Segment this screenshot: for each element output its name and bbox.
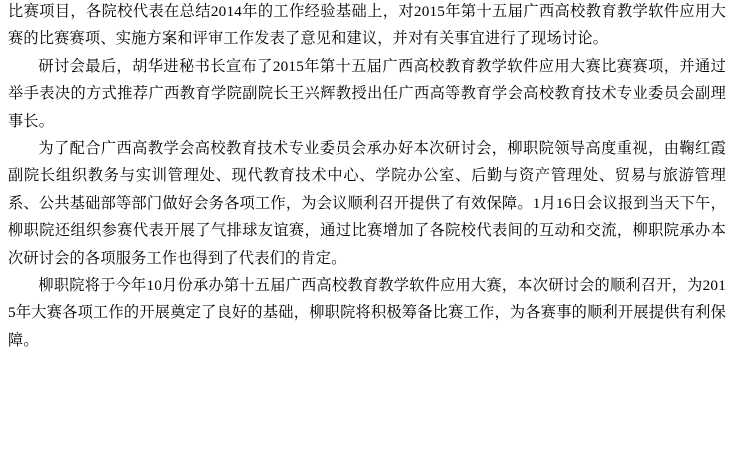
paragraph-1: 比赛项目，各院校代表在总结2014年的工作经验基础上，对2015年第十五届广西高校教育教学软件应用大赛的比赛赛项、实施方案和评审工作发表了意见和建议，并对有关事宜进行了现场讨论。 (8, 3, 726, 48)
paragraph-4: 柳职院将于今年10月份承办第十五届广西高校教育教学软件应用大赛，本次研讨会的顺利召开，为2015年大赛各项工作的开展奠定了良好的基础，柳职院将积极筹备比赛工作，为各赛事的顺利开展提供有利保障。 (8, 277, 726, 349)
paragraph-2: 研讨会最后，胡华进秘书长宣布了2015年第十五届广西高校教育教学软件应用大赛比赛赛项，并通过举手表决的方式推荐广西教育学院副院长王兴辉教授出任广西高等教育学会高校教育技术专业委员会副理事长。 (8, 57, 726, 130)
document-body (8, 0, 726, 354)
paragraph-3: 为了配合广西高教学会高校教育技术专业委员会承办好本次研讨会，柳职院领导高度重视，由鞠红霞副院长组织教务与实训管理处、现代教育技术中心、学院办公室、后勤与资产管理处、贸易与旅游管理系、公共基础部等部门做好会务各项工作，为会议顺利召开提供了有效保障。1月16日会议报到当天下午，柳职院还组织参赛代表开展了气排球友谊赛，通过比赛增加了各院校代表间的互动和交流，柳职院承办本次研讨会的各项服务工作也得到了代表们的肯定。 (8, 140, 726, 267)
